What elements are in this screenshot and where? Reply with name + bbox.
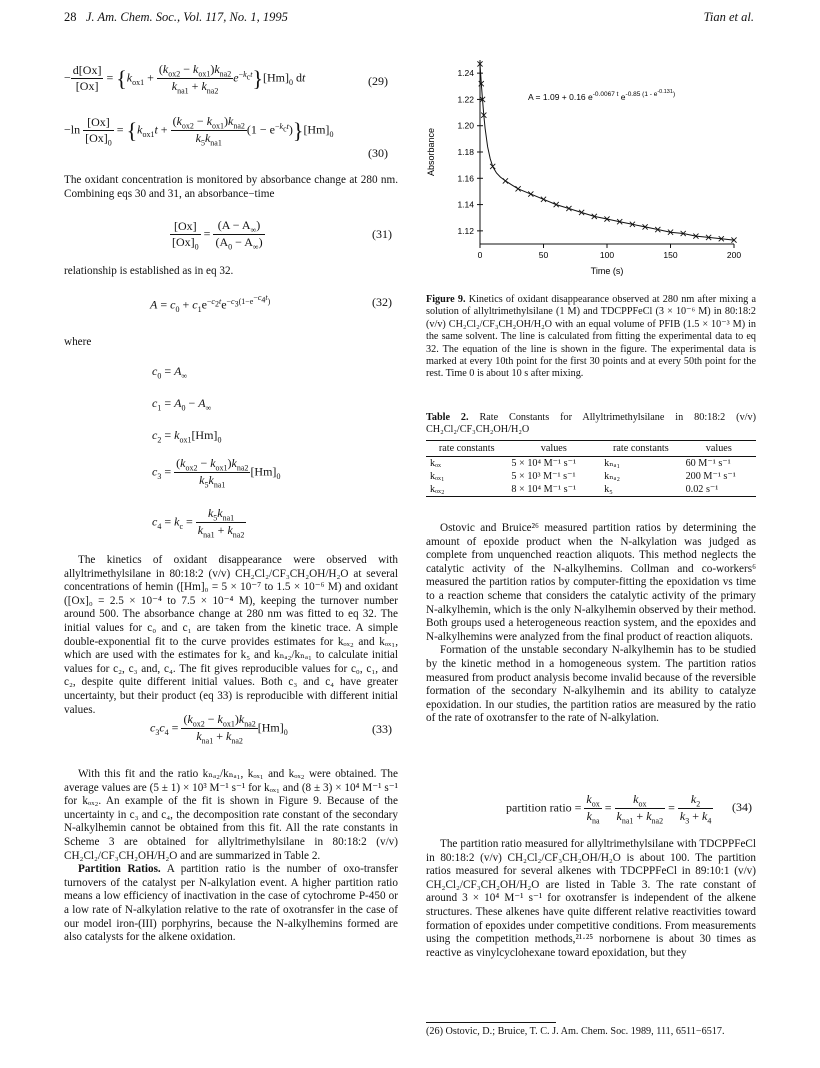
right-body-2 <box>426 838 756 960</box>
table-2 <box>426 440 756 497</box>
partition-ratios-paragraph <box>64 863 398 945</box>
right-paragraph-2: Formation of the unstable secondary N-alkylhemin has to be studied by the kinetic method in a homogeneous system. The partition ratios measured from product analysis become invalid because of the reversible formation of the secondary N-alkylhemin and its ability to catalyze epoxidation. In our studies, the partition ratios are measured by the ratio of the rate of oxotransfer to the rate of N-alkylation. <box>426 644 756 725</box>
equation-30-number: (30) <box>368 146 388 160</box>
table-2-label: Table 2. <box>426 412 469 423</box>
equation-32-number: (32) <box>372 295 392 309</box>
def-c2: $c_2 = k_{ox1}[Hm]_0$ <box>152 428 222 445</box>
equation-annotation: A = 1.09 + 0.16 $e^{-0.0067 t}$ $e^{-0.85 (1 - e-0.131}_)$ <box>528 89 676 102</box>
equation-33-number: (33) <box>372 722 392 736</box>
table-cell: k₅ <box>600 483 681 497</box>
table-row <box>426 483 756 497</box>
y-axis-label: Absorbance <box>426 127 436 177</box>
left-paragraph-3-text: The kinetics of oxidant disappearance were observed with allyltrimethylsilane in 80:18:2 (v/v) CH₂Cl₂/CF₃CH₂OH/H₂O at several concentrations of hemin ([Hm]₀ = 5 × 10⁻⁷ to 1.5 × 10⁻⁶ M) and oxidant ([Ox]₀ = 2.5 × 10⁻⁴ to 7.5 × 10⁻⁴ M), keeping the turnover number around 500. The absorbance change at 280 nm was fitted to eq 32. The initial values for c₀ and c₁ are taken from the kinetic trace. A simple double-exponential fit to the curve provides estimates for kₒₓ₂ and kₒₓ₁, which are used with the estimates for k₅ and kₙₐ₂/kₙₐ₁ to calculate initial values for c₂, c₃ and, c₄. The fit gives reproducible values for c₀, c₁, and c₂, despite quite different initial values. Both c₃ and c₄ have greater uncertainty, but their product (eq 33) is reproducible with different initial values. <box>64 554 398 716</box>
equation-33: $c_3c_4$ = $\frac{(k_{ox2} - k_{ox1})k_{na2}}{k_{na1} + k_{na2}}$ $[Hm]_0$ <box>150 712 288 746</box>
table-header: values <box>507 441 600 457</box>
table-cell: 5 × 10³ M⁻¹ s⁻¹ <box>511 471 576 482</box>
x-tick-label: 200 <box>726 250 742 260</box>
data-point-marker <box>566 206 571 211</box>
table-cell: 200 M⁻¹ s⁻¹ <box>685 471 736 482</box>
table-cell: kₙₐ₂ <box>604 471 621 482</box>
figure-9-caption-text: Kinetics of oxidant disappearance observed at 280 nm after mixing a solution of allyltrimethylsilane (1 M) and TDCPPFeCl (3 × 10⁻⁶ M) in 80:18:2 (v/v) CH₂Cl₂/CF₃CH₂OH/H₂O with an equal volume of PFIB (1.5 × 10⁻³ M) in the same solvent. The line is calculated from fitting the experimental data to eq 32. The equation of the line is shown in the figure. The experimental data is marked at every 10th point for the first 30 points and at every 50th point for the rest. Time 0 is about 10 s after mixing. <box>426 294 756 380</box>
data-point-marker <box>490 164 495 169</box>
table-header: rate constants <box>426 441 507 457</box>
table-header: rate constants <box>600 441 681 457</box>
footnote-26: (26) Ostovic, D.; Bruice, T. C. J. Am. Chem. Soc. 1989, 111, 6511−6517. <box>426 1026 725 1037</box>
table-cell: kₒₓ <box>430 458 441 469</box>
def-c0: $c_0 = A_\infty$ <box>152 364 188 381</box>
y-tick-label: 1.14 <box>457 199 474 210</box>
x-axis-label: Time (s) <box>590 266 624 276</box>
y-tick-label: 1.18 <box>457 147 474 157</box>
data-point-marker <box>554 202 559 207</box>
def-c1: $c_1 = A_0 - A_\infty$ <box>152 396 212 413</box>
journal-citation: J. Am. Chem. Soc., Vol. 117, No. 1, 1995 <box>85 10 288 24</box>
where-label: where <box>64 336 92 348</box>
x-tick-label: 50 <box>538 250 549 260</box>
x-tick-label: 100 <box>599 250 615 260</box>
figure-9-caption <box>426 294 756 381</box>
equation-29-number: (29) <box>368 74 388 88</box>
def-c3: $c_3$ = $\frac{(k_{ox2} - k_{ox1})k_{na2}}{k_5k_{na1}}$ $[Hm]_0$ <box>152 456 281 490</box>
figure-9-chart <box>418 48 758 290</box>
y-tick-label: 1.22 <box>457 94 474 105</box>
left-paragraph-2: relationship is established as in eq 32. <box>64 265 234 277</box>
partition-ratio-label: partition ratio = <box>506 800 582 815</box>
equation-34: partition ratio = $\frac{k_{ox}}{k_{na}}$ = $\frac{k_{ox}}{k_{na1} + k_{na2}}$ = $\frac{k_2}{k_3 + k_4}$ <box>506 792 712 826</box>
data-point-marker <box>541 197 546 202</box>
y-tick-label: 1.24 <box>457 68 474 79</box>
footnote-block <box>426 1022 756 1038</box>
table-cell: 8 × 10⁴ M⁻¹ s⁻¹ <box>507 483 600 497</box>
partition-ratios-text: A partition ratio is the number of oxo-transfer turnovers of the catalyst per N-alkylation event. A higher partition ratio means a low efficiency of inactivation in the case of cytochrome P-450 or a low rate of N-alkylation relative to the rate of oxotransfer in the case of our model iron-(III) porphyrins, because the N-alkylhemins formed are also catalysts for the alkene oxidation. <box>64 863 398 944</box>
table-cell: kₙₐ₁ <box>604 458 621 469</box>
table-cell: kₒₓ₂ <box>426 483 507 497</box>
left-paragraph-4-text: With this fit and the ratio kₙₐ₂/kₙₐ₁, kₒₓ₁ and kₒₓ₂ were obtained. The average values are (5 ± 1) × 10³ M⁻¹ s⁻¹ for kₒₓ₁ and (8 ± 3) × 10⁴ M⁻¹ s⁻¹ for kₒₓ₂. An example of the fit is shown in Figure 9. Because of the uncertainty in c₃ and c₄, the decomposition rate constant of the secondary N-alkylhemin cannot be obtained from this fit. All the rate constants in Scheme 3 are obtained for allyltrimethylsilane in 80:18:2 (v/v) CH₂Cl₂/CF₃CH₂OH/H₂O and are summarized in Table 2. <box>64 768 398 862</box>
page-number: 28 <box>64 10 77 24</box>
section-heading-partition-ratios: Partition Ratios. <box>78 863 161 876</box>
y-tick-label: 1.20 <box>457 120 474 131</box>
x-tick-label: 150 <box>663 250 678 260</box>
equation-30: −ln $\frac{[Ox]}{[Ox]_0}$ = {$k_{ox1}t$ + $\frac{(k_{ox2} - k_{ox1})k_{na2}}{k_5k_{na1}}$ $(1 - e^{-k_ct})\}[Hm]_0$ <box>64 114 334 148</box>
y-tick-label: 1.12 <box>457 225 474 236</box>
left-paragraph-1: The oxidant concentration is monitored by absorbance change at 280 nm. Combining eqs 30 and 31, an absorbance−time <box>64 174 398 200</box>
y-tick-label: 1.16 <box>457 173 474 184</box>
table-header: values <box>682 441 756 457</box>
equation-34-number: (34) <box>732 800 752 814</box>
data-point-marker <box>503 178 508 183</box>
table-2-title <box>426 412 756 437</box>
running-header-authors: Tian et al. <box>703 10 754 24</box>
data-point-marker <box>528 191 533 196</box>
data-point-marker <box>516 186 521 191</box>
def-c4: $c_4 = k_c$ = $\frac{k_5k_{na1}}{k_{na1} + k_{na2}}$ <box>152 506 245 540</box>
table-cell: kₒₓ₁ <box>430 471 445 482</box>
right-paragraph-3: The partition ratio measured for allyltrimethylsilane with TDCPPFeCl in 80:18:2 (v/v) CH₂Cl₂/CF₃CH₂OH/H₂O is about 100. The partition ratios measured for several alkenes with TDCPPFeCl in 89:10:1 (v/v) CH₂Cl₂/CF₃CH₂OH/H₂O are listed in Table 3. The rate constant of around 3 × 10⁴ M⁻¹ s⁻¹ for oxotransfer is independent of the alkene structures. These alkenes have quite different relative reactivities toward formation of epoxides under competitive conditions. From measurements using the competition methods,²¹·²⁵ norbornene is about 30 times as reactive as vinylcyclohexane toward epoxidation, but they <box>426 838 756 959</box>
table-cell: 60 M⁻¹ s⁻¹ <box>685 458 731 469</box>
table-cell: 0.02 s⁻¹ <box>682 483 756 497</box>
right-body <box>426 522 756 726</box>
equation-32: $A = c_0 + c_1e^{-c_2t}e^{-c_3(1-e^{-c_4t})}$ <box>150 293 271 315</box>
table-row <box>426 470 756 483</box>
running-header-left <box>64 10 288 25</box>
left-paragraph-3 <box>64 554 398 717</box>
equation-31-number: (31) <box>372 227 392 241</box>
x-tick-label: 0 <box>477 250 483 260</box>
left-paragraph-4 <box>64 768 398 945</box>
figure-9-label: Figure 9. <box>426 294 466 305</box>
equation-31: $\frac{[Ox]}{[Ox]_0}$ = $\frac{(A - A_\infty)}{(A_0 - A_\infty)}$ <box>172 218 263 252</box>
table-cell: 5 × 10⁴ M⁻¹ s⁻¹ <box>511 458 577 469</box>
right-paragraph-1: Ostovic and Bruice²⁶ measured partition ratios by determining the amount of epoxide product when the N-alkylation was judged as complete from unquenched reaction aliquots. This method neglects the catalytic activity of the N-alkylhemins. Collman and co-workers⁶ measured the partition ratios by computer-fitting the epoxidation vs time to a reaction scheme that considers the catalytic activity of the primary N-alkylhemin, which is the only N-alkylhemin observed by their method. Both groups used a heterogeneous reaction system, and the epoxides and N-alkylhemins were analyzed from the final product of reaction aliquots. <box>426 522 756 643</box>
data-point-marker <box>579 210 584 215</box>
equation-29: − $\frac{d[Ox]}{[Ox]}$ = {$k_{ox1}$ + $\frac{(k_{ox2} - k_{ox1})k_{na2}}{k_{na1} + k_{na2}}$ $e^{-k_ct}\}[Hm]_0$ dt <box>64 62 306 96</box>
table-row <box>426 457 756 471</box>
table-2-title-text: Rate Constants for Allyltrimethylsilane in 80:18:2 (v/v) CH₂Cl₂/CF₃CH₂OH/H₂O <box>426 412 756 436</box>
